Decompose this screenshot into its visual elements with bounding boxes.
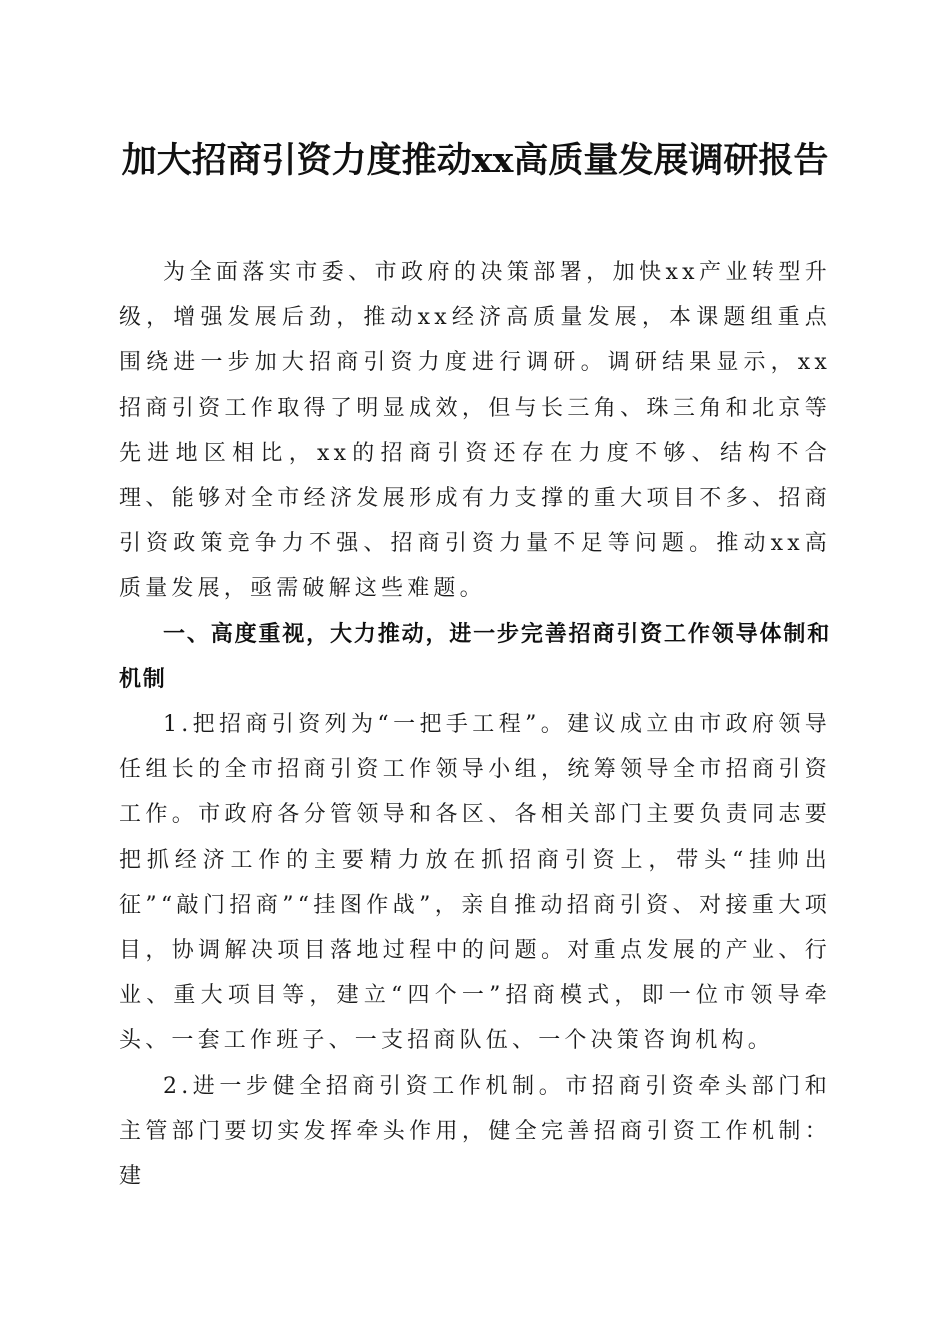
- item-paragraph-1: 1.把招商引资列为“一把手工程”。建议成立由市政府领导任组长的全市招商引资工作领导小组，统筹领导全市招商引资工作。市政府各分管领导和各区、各相关部门主要负责同志要把抓经济工作的主要精力放在抓招商引资上，带头“挂帅出征”“敲门招商”“挂图作战”，亲自推动招商引资、对接重大项目，协调解决项目落地过程中的问题。对重点发展的产业、行业、重大项目等，建立“四个一”招商模式，即一位市领导牵头、一套工作班子、一支招商队伍、一个决策咨询机构。: [119, 712, 831, 1054]
- item-paragraph-2: 2.进一步健全招商引资工作机制。市招商引资牵头部门和主管部门要切实发挥牵头作用，健全完善招商引资工作机制：建: [119, 1073, 831, 1190]
- document-title: 加大招商引资力度推动xx高质量发展调研报告: [121, 140, 829, 181]
- intro-paragraph: 为全面落实市委、市政府的决策部署，加快xx产业转型升级，增强发展后劲，推动xx经济高质量发展，本课题组重点围绕进一步加大招商引资力度进行调研。调研结果显示，xx招商引资工作取得了明显成效，但与长三角、珠三角和北京等先进地区相比，xx的招商引资还存在力度不够、结构不合理、能够对全市经济发展形成有力支撑的重大项目不多、招商引资政策竞争力不强、招商引资力量不足等问题。推动xx高质量发展，亟需破解这些难题。: [119, 260, 831, 602]
- section-heading-1: 一、高度重视，大力推动，进一步完善招商引资工作领导体制和机制: [119, 621, 831, 692]
- document-body: [119, 250, 831, 1199]
